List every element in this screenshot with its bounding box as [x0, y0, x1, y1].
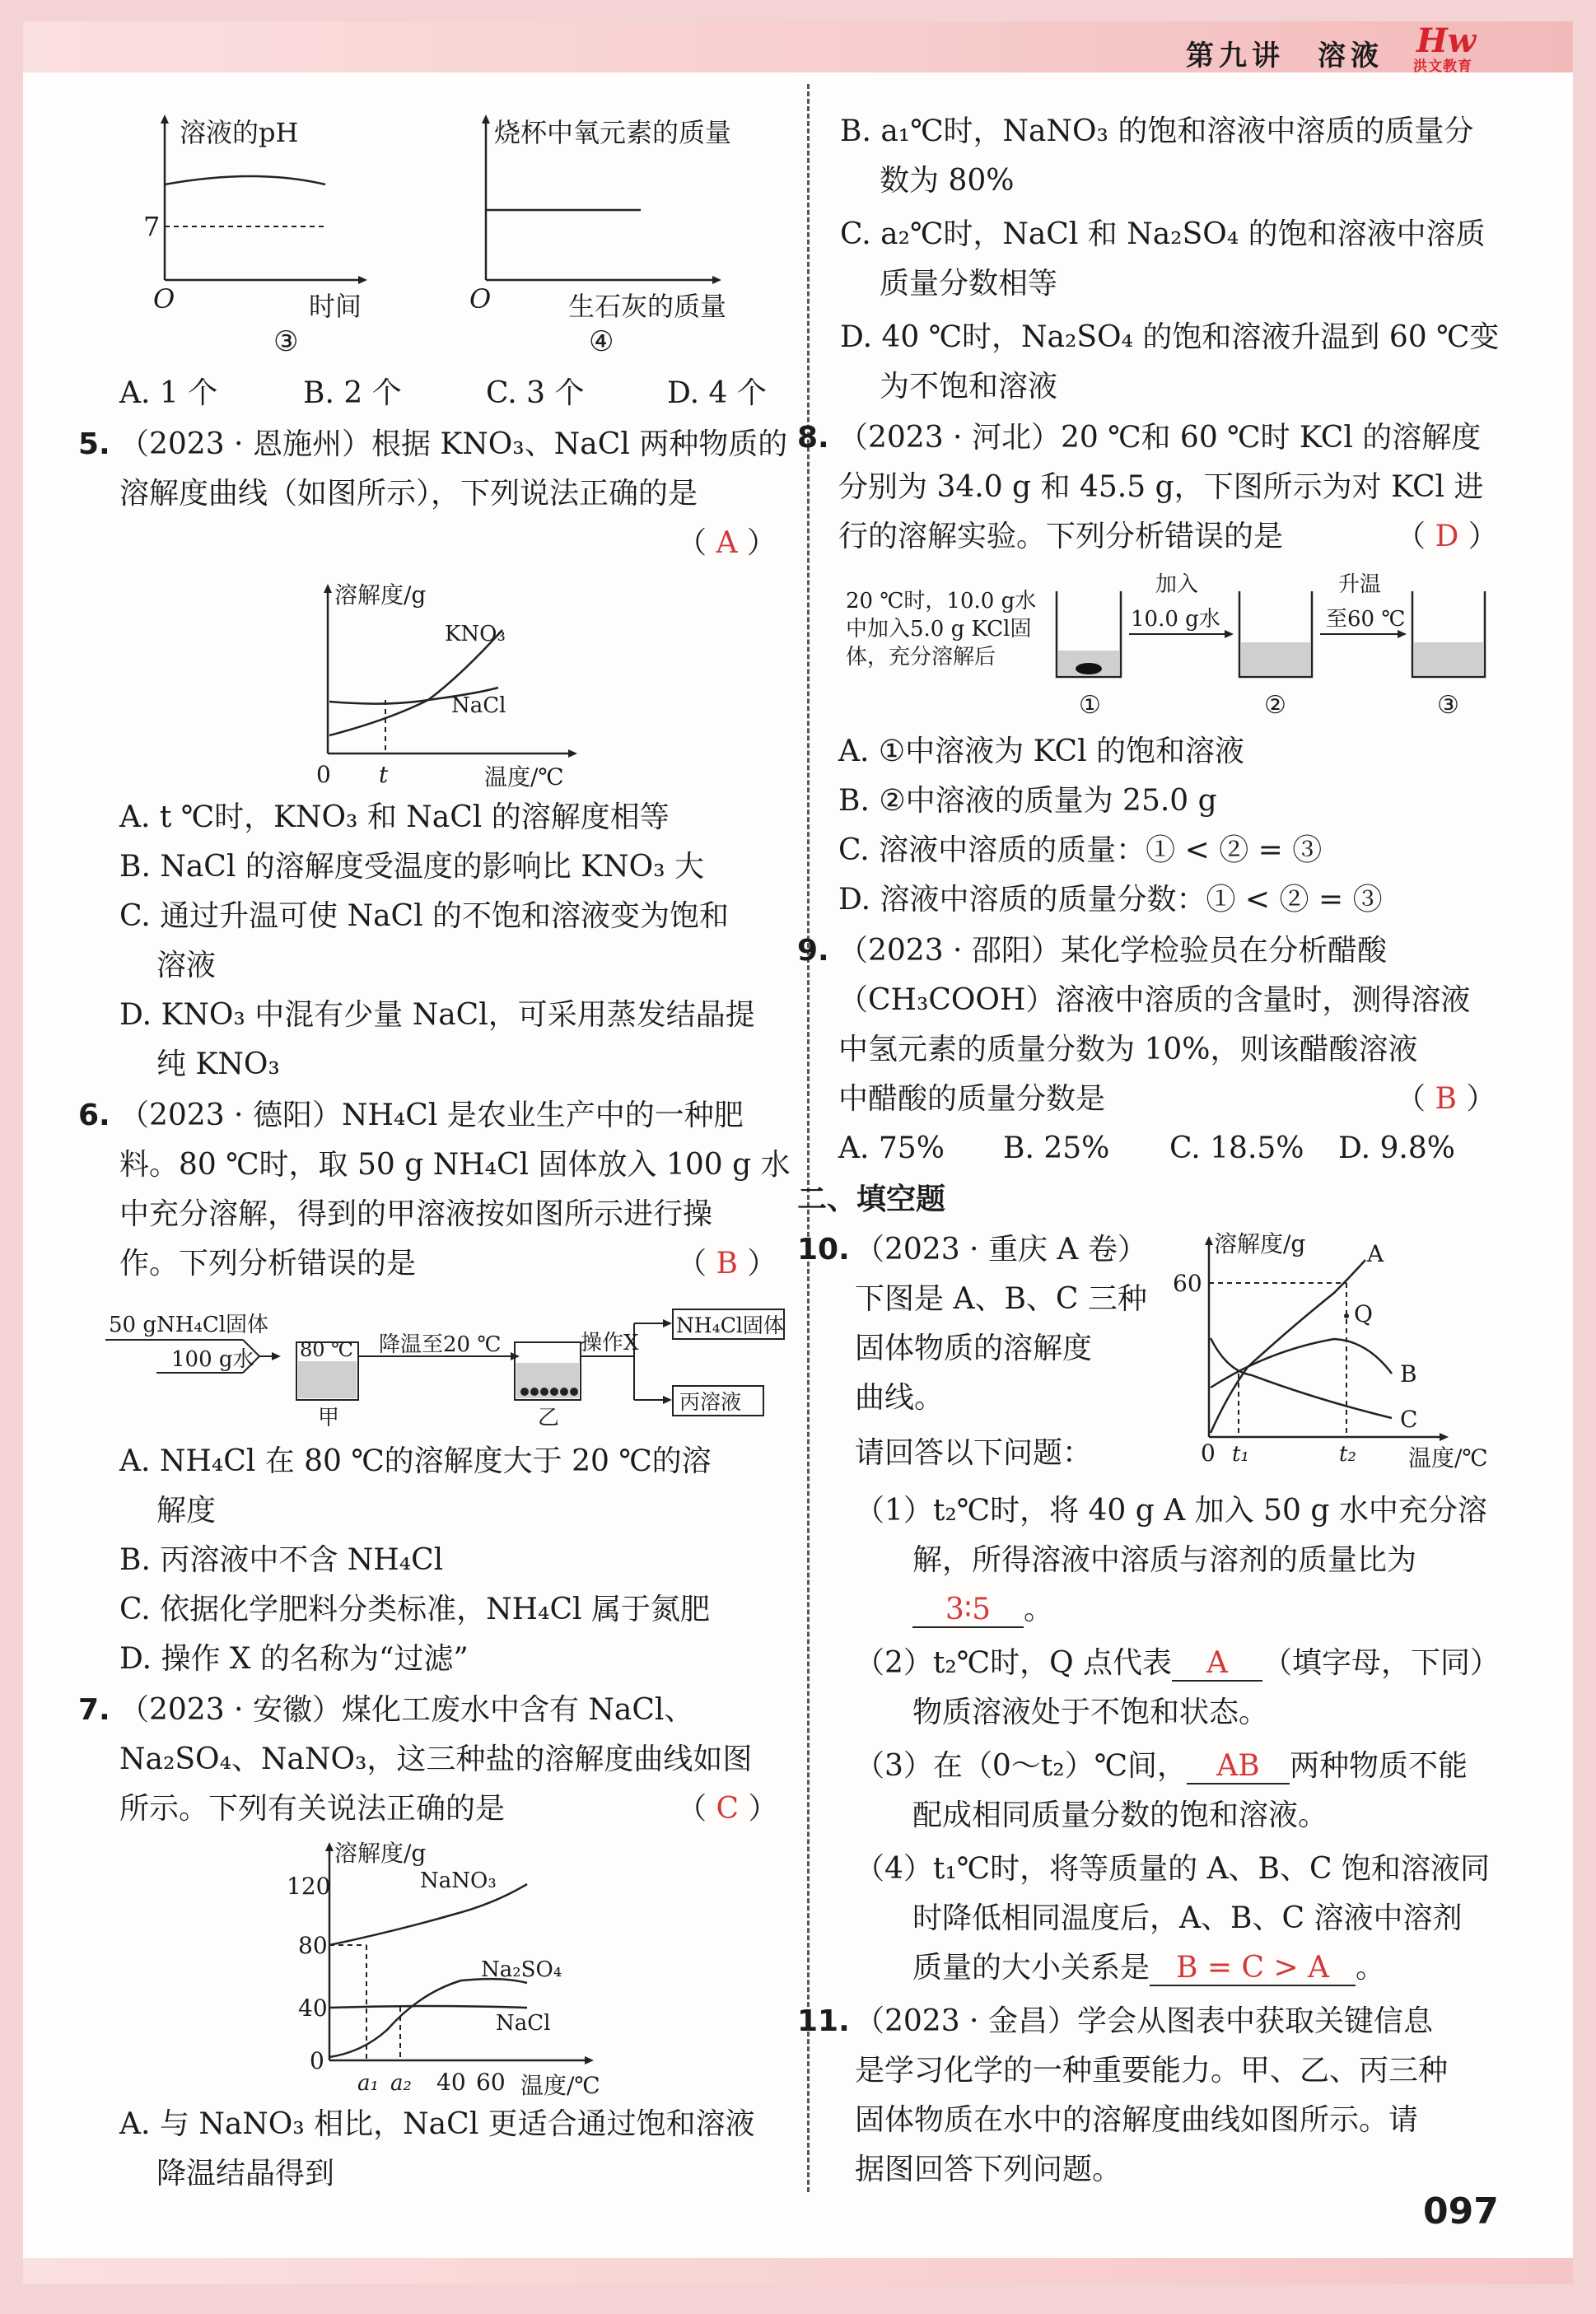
- y-tick: 60: [1173, 1270, 1202, 1297]
- arrow-label: 加入: [1155, 572, 1199, 597]
- question-text: 溶解度曲线（如图所示），下列说法正确的是: [119, 477, 698, 511]
- y-tick: 0: [310, 2047, 324, 2074]
- answer: A: [716, 526, 738, 560]
- series-label: NaCl: [496, 2011, 551, 2036]
- sub-question: （1）t₂℃时，将 40 g A 加入 50 g 水中充分溶: [855, 1494, 1487, 1528]
- answer-bracket: （ B ）: [677, 1247, 777, 1281]
- beaker-label: 乙: [538, 1406, 560, 1430]
- option-c: C. a₂℃时，NaCl 和 Na₂SO₄ 的饱和溶液中溶质: [840, 217, 1486, 251]
- question-text: 所示。下列有关说法正确的是: [119, 1792, 506, 1826]
- option-d: D. 4 个: [667, 376, 767, 410]
- series-label: A: [1367, 1240, 1384, 1267]
- chart-oxygen-mass: [461, 107, 774, 354]
- column-divider: [807, 84, 810, 2192]
- x-tick: 40: [436, 2069, 466, 2096]
- option-c: C. 依据化学肥料分类标准，NH₄Cl 属于氮肥: [119, 1593, 710, 1626]
- y-tick: 120: [287, 1873, 331, 1900]
- x-tick: 60: [476, 2069, 506, 2096]
- question-number: 11.: [797, 2004, 850, 2038]
- option-a-cont: 解度: [156, 1494, 217, 1528]
- beaker-label: ②: [1264, 691, 1286, 720]
- option-a: A. 75%: [838, 1131, 945, 1165]
- sub-question-end: 。: [1356, 1951, 1386, 1985]
- option-d: D. 40 ℃时，Na₂SO₄ 的饱和溶液升温到 60 ℃变: [840, 320, 1500, 354]
- sub-question-text: （2）t₂℃时，Q 点代表: [855, 1646, 1173, 1680]
- option-a: A. 1 个: [119, 376, 218, 410]
- option-d: D. 操作 X 的名称为“过滤”: [119, 1642, 469, 1676]
- xlabel: 温度/℃: [1408, 1444, 1488, 1472]
- question-number: 6.: [78, 1099, 110, 1132]
- question-number: 8.: [797, 421, 829, 455]
- option-b-cont: 数为 80%: [880, 164, 1015, 198]
- option-b: B. 2 个: [303, 376, 402, 410]
- option-d: D. KNO₃ 中混有少量 NaCl，可采用蒸发结晶提: [119, 998, 755, 1032]
- beaker-label: ③: [1437, 691, 1459, 720]
- xlabel: 温度/℃: [484, 763, 564, 791]
- sub-question-text: （填字母，下同）: [1262, 1646, 1500, 1680]
- question-text: 固体物质在水中的溶解度曲线如图所示。请: [855, 2103, 1419, 2137]
- output-label: 丙溶液: [679, 1390, 742, 1414]
- chart-q7-solubility: [280, 1836, 626, 2100]
- footer-band: [23, 2258, 1573, 2284]
- step-label: 降温至20 ℃: [379, 1332, 502, 1357]
- sub-question: [855, 1750, 1468, 1784]
- question-number: 10.: [797, 1233, 850, 1267]
- question-text: 作。下列分析错误的是: [119, 1247, 417, 1281]
- desc-line: 20 ℃时，10.0 g水: [846, 589, 1037, 613]
- sub-question-text: 质量的大小关系是: [912, 1951, 1150, 1985]
- question-text: 中充分溶解，得到的甲溶液按如图所示进行操: [119, 1197, 713, 1231]
- question-text: （2023 · 德阳）NH₄Cl 是农业生产中的一种肥: [119, 1099, 744, 1132]
- section-heading: 二、填空题: [797, 1183, 946, 1216]
- option-b: B. 25%: [1003, 1131, 1110, 1165]
- series-label: NaCl: [451, 693, 506, 718]
- sub-question-text: 两种物质不能: [1289, 1749, 1468, 1783]
- option-c: C. 18.5%: [1169, 1131, 1304, 1165]
- option-a: A. ①中溶液为 KCl 的饱和溶液: [838, 735, 1245, 768]
- sub-question-cont: 配成相同质量分数的饱和溶液。: [912, 1798, 1328, 1832]
- answer: B: [1435, 1082, 1457, 1116]
- output-label: NH₄Cl固体: [676, 1313, 784, 1337]
- xlabel: 生石灰的质量: [568, 291, 727, 322]
- ylabel: 溶解度/g: [1214, 1230, 1306, 1257]
- series-label: NaNO₃: [420, 1868, 497, 1893]
- series-label: B: [1400, 1360, 1417, 1388]
- x-tick: a₁: [357, 2071, 379, 2096]
- figure-label: ④: [589, 325, 614, 354]
- question-text: 中氢元素的质量分数为 10%，则该醋酸溶液: [838, 1033, 1418, 1066]
- option-d-cont: 纯 KNO₃: [156, 1047, 280, 1081]
- sub-question-cont: 解，所得溶液中溶质与溶剂的质量比为: [912, 1543, 1417, 1577]
- series-label: Q: [1354, 1300, 1373, 1327]
- option-c: C. 溶液中溶质的质量：① < ② = ③: [838, 833, 1323, 867]
- sub-question: （4）t₁℃时，将等质量的 A、B、C 饱和溶液同: [855, 1852, 1490, 1886]
- question-text: （2023 · 金昌）学会从图表中获取关键信息: [855, 2004, 1433, 2038]
- question-text: Na₂SO₄、NaNO₃，这三种盐的溶解度曲线如图: [119, 1742, 753, 1776]
- diagram-q6-process: [99, 1297, 791, 1441]
- beaker-temp: 80 ℃: [300, 1338, 354, 1361]
- question-number: 7.: [78, 1693, 110, 1727]
- sub-question-cont: 时降低相同温度后，A、B、C 溶液中溶剂: [912, 1901, 1463, 1935]
- sub-question-text: （3）在（0～t₂）℃间，: [855, 1749, 1187, 1783]
- y-tick: 80: [298, 1932, 328, 1959]
- answer: D: [1435, 520, 1459, 553]
- question-number: 9.: [797, 934, 829, 968]
- series-label: C: [1400, 1406, 1418, 1433]
- origin: O: [153, 283, 175, 315]
- series-label: KNO₃: [445, 622, 506, 646]
- answer-bracket: （ C ）: [677, 1792, 778, 1826]
- option-c: C. 通过升温可使 NaCl 的不饱和溶液变为饱和: [119, 899, 730, 933]
- option-a: A. t ℃时，KNO₃ 和 NaCl 的溶解度相等: [119, 800, 670, 834]
- question-text: 行的溶解实验。下列分析错误的是: [838, 520, 1284, 553]
- ylabel: 溶解度/g: [334, 1840, 427, 1867]
- option-b: B. 丙溶液中不含 NH₄Cl: [119, 1543, 444, 1577]
- logo: [1408, 21, 1499, 75]
- option-c-cont: 溶液: [156, 949, 217, 982]
- answer: B: [716, 1247, 738, 1281]
- question-text: 曲线。: [855, 1381, 945, 1415]
- option-d: D. 9.8%: [1338, 1131, 1455, 1165]
- question-text: 固体物质的溶解度: [855, 1332, 1093, 1365]
- question-text: 请回答以下问题：: [855, 1436, 1093, 1470]
- page-number: 097: [1423, 2190, 1499, 2232]
- question-text: 是学习化学的一种重要能力。甲、乙、丙三种: [855, 2054, 1449, 2088]
- input-label: 50 gNH₄Cl固体: [109, 1313, 269, 1337]
- ylabel: 烧杯中氧元素的质量: [494, 117, 732, 148]
- option-c: C. 3 个: [486, 376, 585, 410]
- op-label: 操作X: [581, 1331, 639, 1355]
- question-text: （CH₃COOH）溶液中溶质的含量时，测得溶液: [838, 983, 1471, 1017]
- logo-mark: Hw: [1416, 21, 1477, 60]
- question-text: （2023 · 恩施州）根据 KNO₃、NaCl 两种物质的: [119, 427, 788, 461]
- answer-blank: 3∶5: [912, 1593, 1024, 1628]
- answer-blank: AB: [1187, 1750, 1290, 1784]
- diagram-q8-dissolution: [836, 568, 1495, 725]
- answer-blank: B = C > A: [1150, 1952, 1356, 1986]
- option-a-cont: 降温结晶得到: [156, 2157, 335, 2190]
- x-tick: t₁: [1232, 1442, 1249, 1467]
- answer-bracket: （ A ）: [677, 526, 777, 560]
- input-label: 100 g水: [171, 1347, 254, 1372]
- beaker-label: ①: [1079, 691, 1101, 720]
- sub-question-cont: [912, 1593, 1053, 1628]
- question-text: 据图回答下列问题。: [855, 2153, 1122, 2186]
- option-b: B. ②中溶液的质量为 25.0 g: [838, 784, 1217, 818]
- y-tick: 7: [143, 211, 161, 242]
- sub-question-cont: [912, 1952, 1385, 1986]
- x-tick: a₂: [390, 2071, 412, 2096]
- option-c-cont: 质量分数相等: [880, 267, 1058, 301]
- header-band: [23, 21, 1573, 75]
- answer-bracket: （ D ）: [1396, 520, 1498, 553]
- desc-line: 中加入5.0 g KCl固: [846, 617, 1032, 641]
- y-tick: 40: [298, 1994, 328, 2022]
- origin: O: [469, 283, 492, 315]
- answer-blank: A: [1172, 1647, 1262, 1682]
- question-text: 下图是 A、B、C 三种: [855, 1282, 1147, 1316]
- sub-question: [855, 1647, 1500, 1682]
- origin: 0: [316, 761, 331, 788]
- answer-bracket: （ B ）: [1396, 1082, 1496, 1116]
- question-text: 中醋酸的质量分数是: [838, 1082, 1106, 1116]
- option-a: A. NH₄Cl 在 80 ℃的溶解度大于 20 ℃的溶: [119, 1444, 712, 1478]
- answer: C: [716, 1792, 739, 1826]
- option-b: B. NaCl 的溶解度受温度的影响比 KNO₃ 大: [119, 850, 705, 884]
- series-label: Na₂SO₄: [481, 1957, 562, 1982]
- option-d-cont: 为不饱和溶液: [880, 370, 1058, 404]
- question-text: （2023 · 安徽）煤化工废水中含有 NaCl、: [119, 1693, 694, 1727]
- beaker-label: 甲: [318, 1406, 340, 1430]
- logo-text: 洪文教育: [1413, 58, 1472, 75]
- question-number: 5.: [78, 427, 110, 461]
- header-title: 第九讲 溶液: [1186, 40, 1384, 72]
- question-text: （2023 · 重庆 A 卷）: [855, 1233, 1147, 1267]
- option-a: A. 与 NaNO₃ 相比，NaCl 更适合通过饱和溶液: [119, 2107, 755, 2141]
- desc-line: 体，充分溶解后: [846, 645, 996, 669]
- chart-q5-solubility: [313, 576, 593, 799]
- option-b: B. a₁℃时，NaNO₃ 的饱和溶液中溶质的质量分: [840, 114, 1474, 148]
- ylabel: 溶解度/g: [334, 581, 427, 609]
- arrow-label: 10.0 g水: [1131, 607, 1220, 632]
- chart-ph-time: [140, 107, 395, 354]
- question-text: （2023 · 邵阳）某化学检验员在分析醋酸: [838, 934, 1387, 968]
- question-text: （2023 · 河北）20 ℃和 60 ℃时 KCl 的溶解度: [838, 421, 1482, 455]
- question-text: 料。80 ℃时，取 50 g NH₄Cl 固体放入 100 g 水: [119, 1148, 791, 1182]
- x-tick: t₂: [1339, 1442, 1356, 1467]
- arrow-label: 至60 ℃: [1326, 607, 1406, 632]
- xlabel: 温度/℃: [520, 2072, 600, 2099]
- ylabel: 溶液的pH: [180, 117, 299, 148]
- chart-q10-solubility: [1169, 1227, 1499, 1478]
- sub-question-end: 。: [1024, 1593, 1054, 1626]
- arrow-label: 升温: [1338, 572, 1382, 597]
- figure-label: ③: [273, 325, 299, 354]
- question-text: 分别为 34.0 g 和 45.5 g，下图所示为对 KCl 进: [838, 470, 1484, 504]
- sub-question-cont: 物质溶液处于不饱和状态。: [912, 1696, 1269, 1729]
- xlabel: 时间: [309, 291, 362, 322]
- x-tick: t: [379, 761, 389, 788]
- option-d: D. 溶液中溶质的质量分数：① < ② = ③: [838, 883, 1383, 917]
- origin: 0: [1201, 1439, 1216, 1467]
